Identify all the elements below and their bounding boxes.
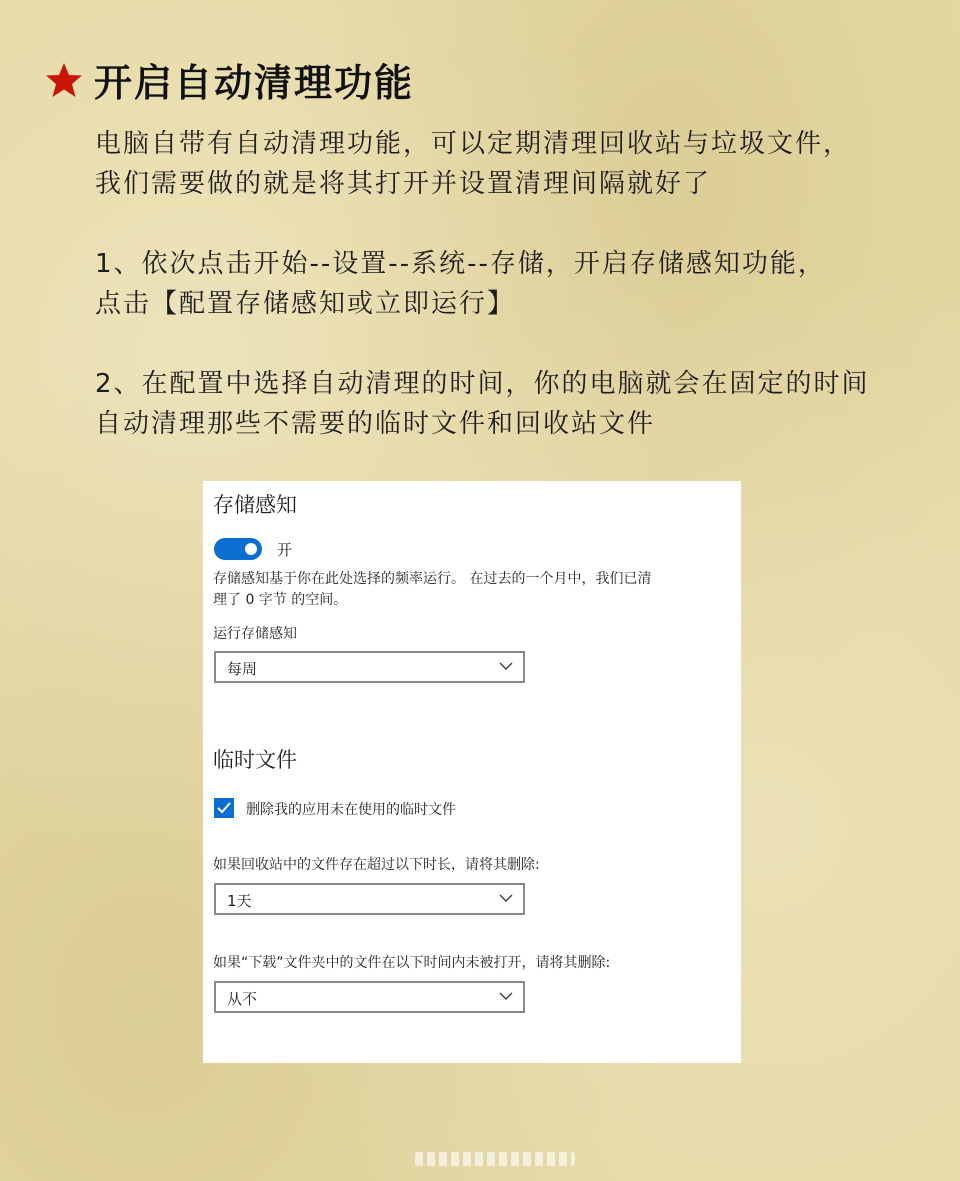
description-line-2: 理了 0 字节 的空间。 (213, 592, 348, 608)
chevron-down-icon (499, 991, 513, 1001)
step-1-line-2: 点击【配置存储感知或立即运行】 (95, 289, 516, 319)
downloads-value: 从不 (227, 990, 258, 1008)
intro-line-2: 我们需要做的就是将其打开并设置清理间隔就好了 (95, 169, 712, 199)
checkmark-icon (216, 800, 232, 816)
panel-title: 存储感知 (213, 493, 297, 517)
storage-sense-toggle[interactable] (214, 538, 262, 560)
toggle-label: 开 (277, 541, 293, 559)
recycle-bin-dropdown[interactable] (214, 883, 525, 915)
delete-temp-files-checkbox[interactable] (214, 798, 234, 818)
storage-sense-description (213, 569, 713, 611)
downloads-label: 如果“下载”文件夹中的文件在以下时间内未被打开，请将其删除: (213, 955, 611, 971)
star-icon (44, 60, 84, 100)
section-heading (44, 52, 414, 107)
storage-sense-panel (203, 481, 741, 1063)
delete-temp-files-label: 删除我的应用未在使用的临时文件 (246, 802, 456, 818)
watermark (415, 1152, 575, 1166)
recycle-bin-label: 如果回收站中的文件存在超过以下时长，请将其删除: (213, 857, 540, 873)
step-1-paragraph (95, 244, 826, 324)
temp-files-heading: 临时文件 (213, 748, 297, 772)
chevron-down-icon (499, 661, 513, 671)
heading-title: 开启自动清理功能 (94, 61, 415, 105)
recycle-bin-value: 1天 (227, 892, 252, 910)
step-1-line-1: 1、依次点击开始--设置--系统--存储，开启存储感知功能， (95, 249, 826, 279)
intro-line-1: 电脑自带有自动清理功能，可以定期清理回收站与垃圾文件， (95, 129, 852, 159)
step-2-line-2: 自动清理那些不需要的临时文件和回收站文件 (95, 409, 656, 439)
run-frequency-value: 每周 (227, 660, 258, 678)
run-frequency-label: 运行存储感知 (213, 626, 297, 642)
step-2-line-1: 2、在配置中选择自动清理的时间，你的电脑就会在固定的时间 (95, 369, 870, 399)
run-frequency-dropdown[interactable] (214, 651, 525, 683)
step-2-paragraph (95, 364, 870, 444)
chevron-down-icon (499, 893, 513, 903)
description-line-1: 存储感知基于你在此处选择的频率运行。 在过去的一个月中，我们已清 (213, 571, 652, 587)
downloads-dropdown[interactable] (214, 981, 525, 1013)
toggle-knob (245, 543, 257, 555)
intro-paragraph (95, 124, 851, 204)
